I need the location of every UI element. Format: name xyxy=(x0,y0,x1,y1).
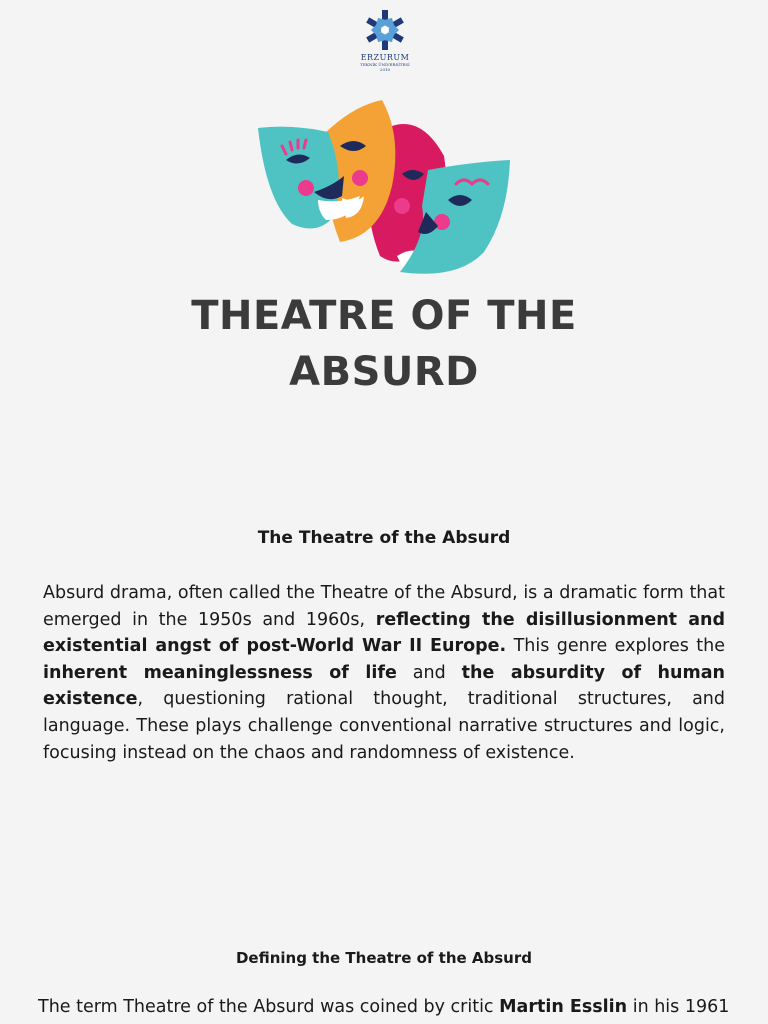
bold-text-run: reflecting the disillusionment and existential angst of post-World War II Europe. xyxy=(43,609,725,657)
page-title xyxy=(0,288,768,400)
snowflake-icon xyxy=(363,8,407,52)
text-run: in his 1961 xyxy=(627,997,730,1017)
theatre-masks-illustration xyxy=(252,96,516,280)
bold-text-run: inherent meaninglessness of life xyxy=(43,662,397,683)
section-heading-defining: Defining the Theatre of the Absurd xyxy=(235,949,532,967)
text-run: This genre explores the xyxy=(506,636,725,657)
defining-paragraph xyxy=(38,994,730,1021)
text-run: , questioning rational thought, traditional structures, and language. These plays challenge conventional narrative structures and logic, focusing instead on the chaos and randomness of existence. xyxy=(43,689,725,763)
text-run: and xyxy=(396,662,462,683)
university-logo xyxy=(354,8,416,78)
logo-year: 2010 xyxy=(379,67,391,72)
title-line-2: ABSURD xyxy=(289,349,479,395)
logo-name: ERZURUM xyxy=(360,53,410,62)
bold-text-run: the absurdity of human existence xyxy=(43,662,725,710)
logo-subtitle: TEKNİK ÜNİVERSİTESİ xyxy=(360,62,410,67)
bold-text-run: Martin Esslin xyxy=(499,997,628,1017)
text-run: Absurd drama, often called the Theatre of the Absurd, is a dramatic form that emerged in the 1950s and 1960s, xyxy=(43,583,725,630)
section-heading: The Theatre of the Absurd xyxy=(257,528,511,548)
text-run: The term Theatre of the Absurd was coined by critic xyxy=(38,997,500,1017)
title-line-1: THEATRE OF THE xyxy=(191,293,577,339)
intro-paragraph xyxy=(43,580,725,766)
